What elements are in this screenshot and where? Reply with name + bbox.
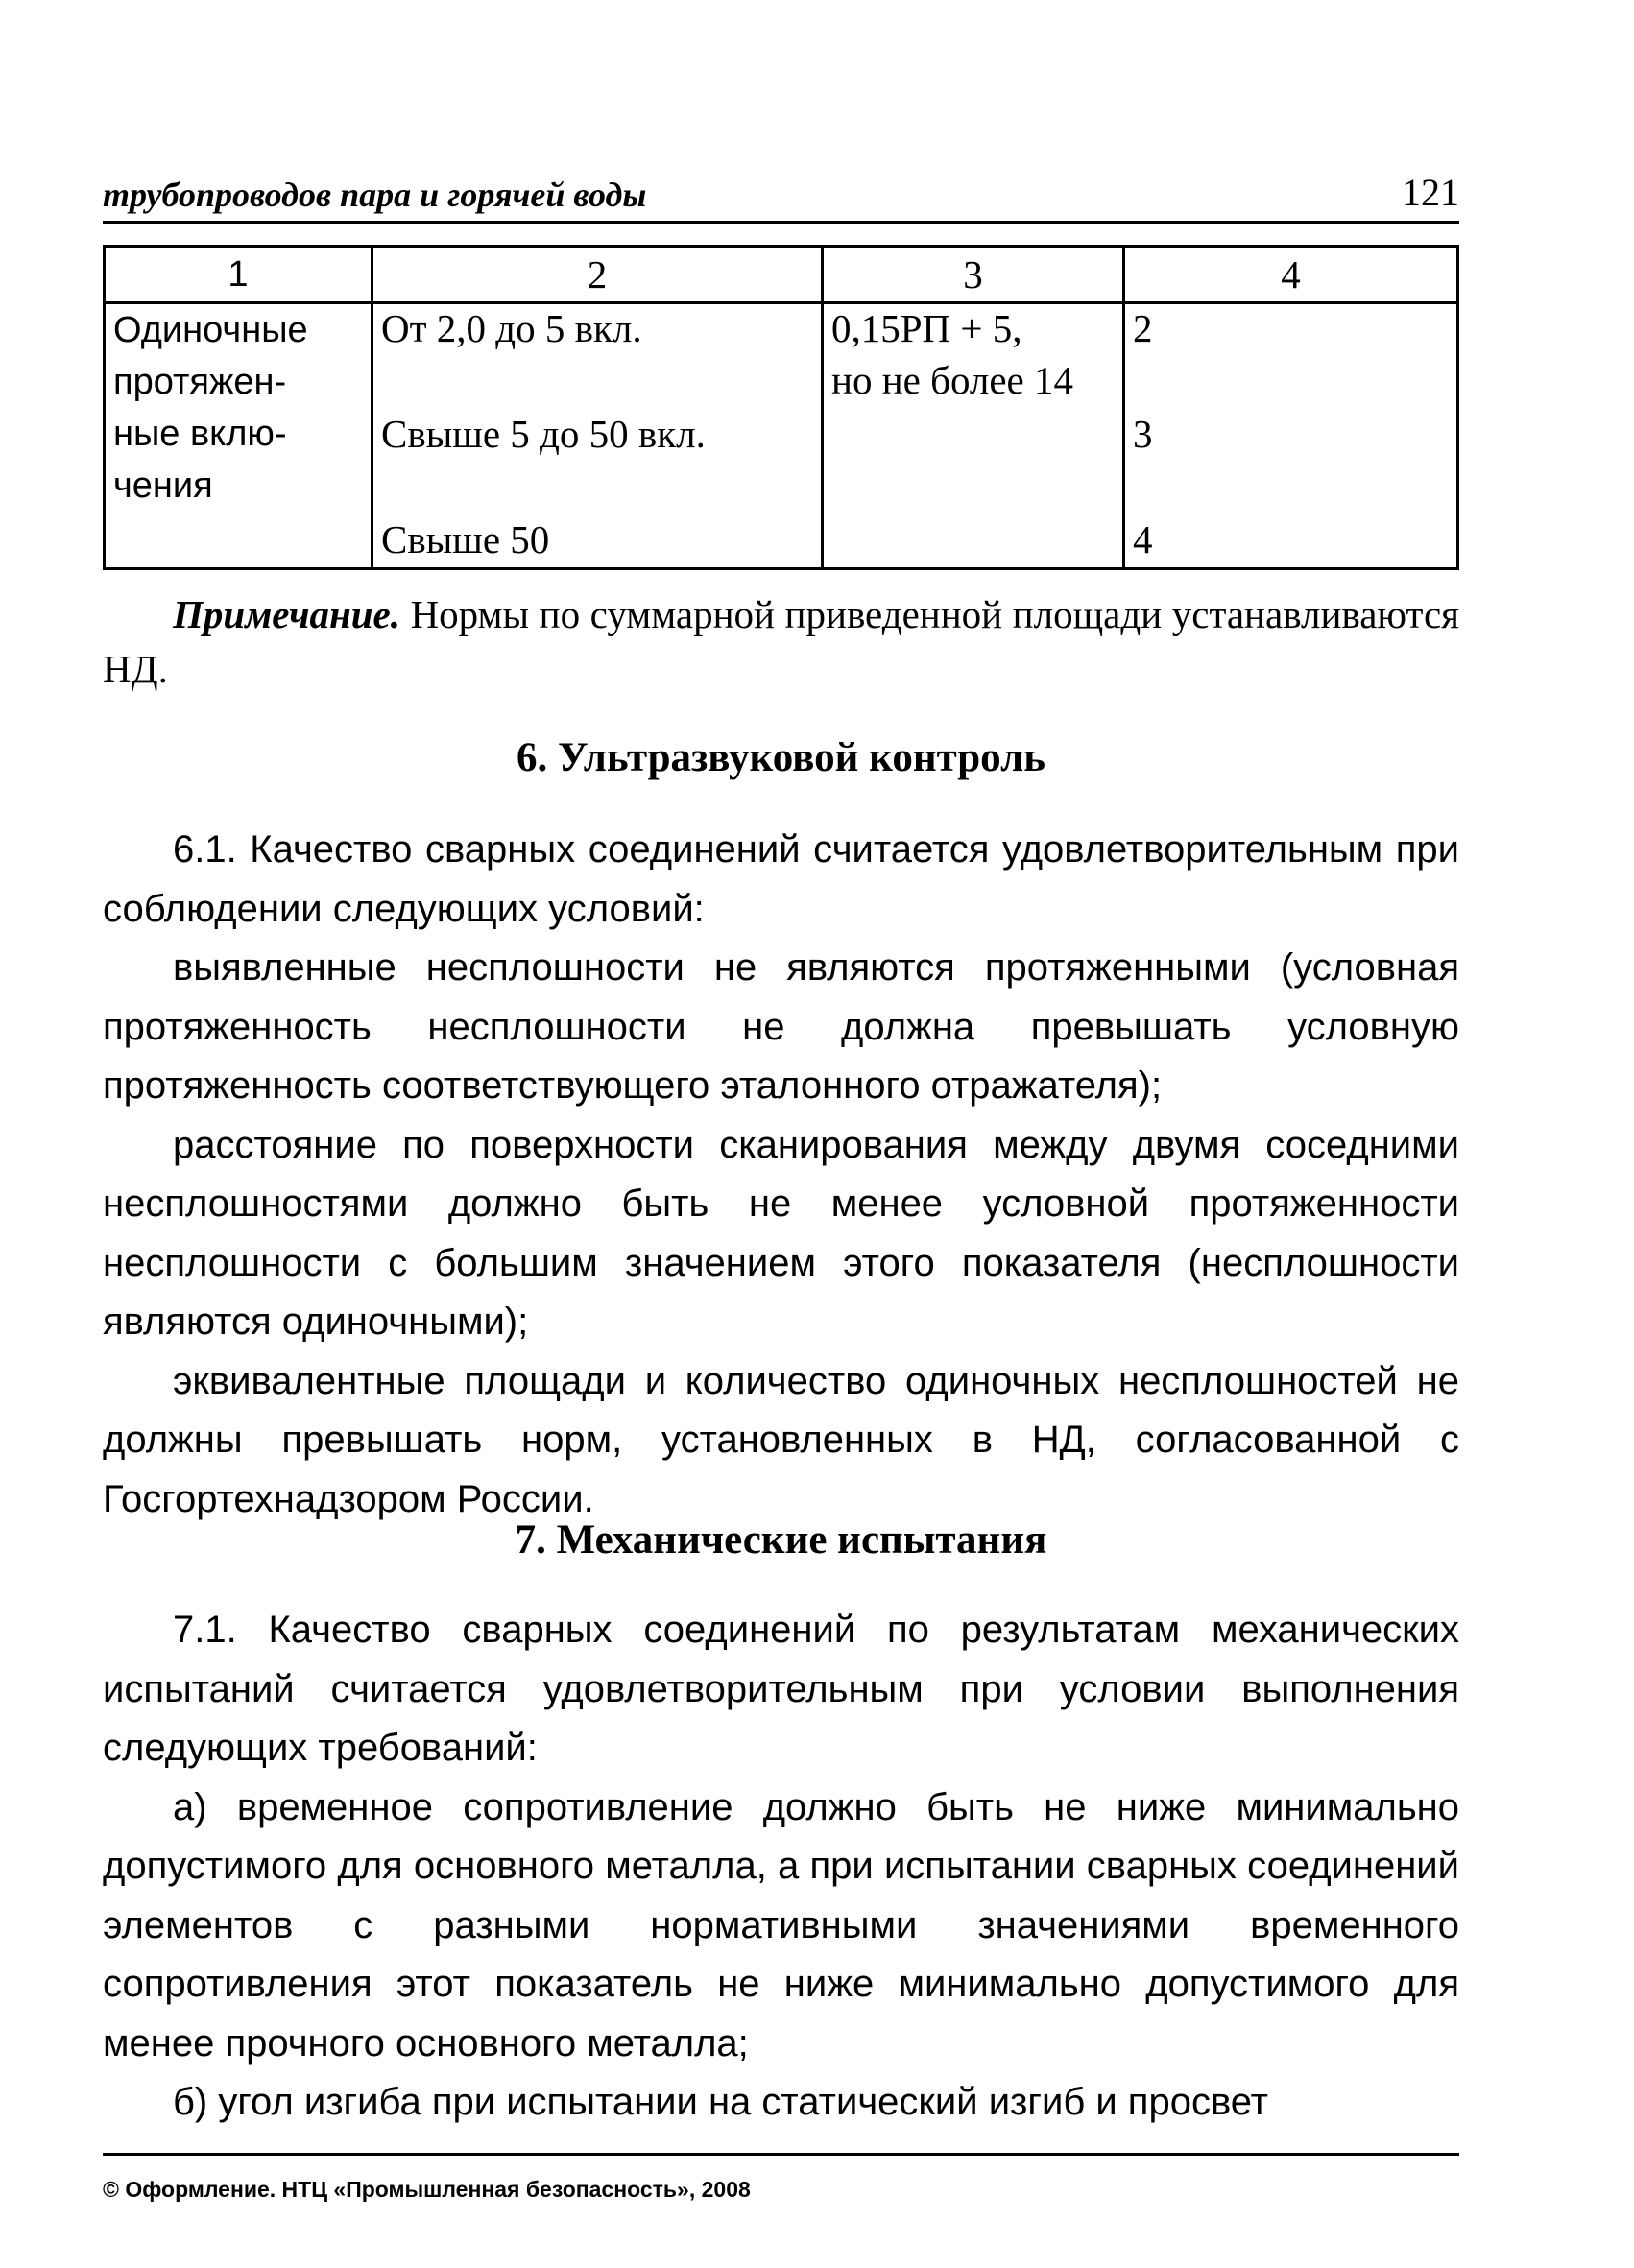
note-text: Нормы по суммарной приведенной площади устанавливаются НД. — [103, 592, 1459, 691]
paragraph: 6.1. Качество сварных соединений считается удовлетворительным при соблюдении следующих условий: — [103, 828, 1459, 930]
column-header-1: 1 — [105, 247, 372, 303]
defect-norms-table — [103, 245, 1459, 570]
column-header-2: 2 — [372, 247, 823, 303]
table-header-row — [105, 247, 1458, 303]
cell-defect-type: Одиночные протяжен- ные вклю- чения — [105, 303, 372, 569]
running-title: трубопроводов пара и горячей воды — [103, 176, 647, 214]
paragraph: расстояние по поверхности сканирования между двумя соседними несплошностями должно быть не менее условной протяженности несплошности с большим значением этого показателя (несплошности являются одиночными); — [103, 1123, 1459, 1343]
table-row — [105, 303, 1458, 569]
section-6-body — [103, 821, 1459, 1529]
page-number: 121 — [1402, 171, 1459, 214]
section-7-heading: 7. Механические испытания — [515, 1517, 1047, 1563]
column-header-3: 3 — [823, 247, 1124, 303]
paragraph: а) временное сопротивление должно быть не ниже минимально допустимого для основного металла, а при испытании сварных соединений элементов с разными нормативными значениями временного сопротивления этот показатель не ниже минимально допустимого для менее прочного основного металла; — [103, 1785, 1459, 2065]
table-note — [103, 587, 1459, 697]
column-header-4: 4 — [1124, 247, 1458, 303]
copyright-footer: © Оформление. НТЦ «Промышленная безопасность», 2008 — [103, 2153, 1459, 2203]
section-7-body — [103, 1601, 1459, 2133]
paragraph: эквивалентные площади и количество одиночных несплошностей не должны превышать норм, установленных в НД, согласованной с Госгортехнадзором России. — [103, 1359, 1459, 1520]
cell-size-ranges: От 2,0 до 5 вкл. Свыше 5 до 50 вкл. Свыше 50 — [372, 303, 823, 569]
paragraph: 7.1. Качество сварных соединений по результатам механических испытаний считается удовлетворительным при условии выполнения следующих требований: — [103, 1609, 1459, 1769]
section-6-heading: 6. Ультразвуковой контроль — [517, 735, 1045, 780]
running-header — [103, 163, 1459, 224]
paragraph: выявленные несплошности не являются протяженными (условная протяженность несплошности не должна превышать условную протяженность соответствующего эталонного отражателя); — [103, 946, 1459, 1107]
note-label: Примечание. — [173, 592, 400, 636]
cell-counts: 2 3 4 — [1124, 303, 1458, 569]
paragraph: б) угол изгиба при испытании на статический изгиб и просвет — [173, 2081, 1268, 2123]
cell-norm-formula: 0,15РП + 5, но не более 14 — [823, 303, 1124, 569]
